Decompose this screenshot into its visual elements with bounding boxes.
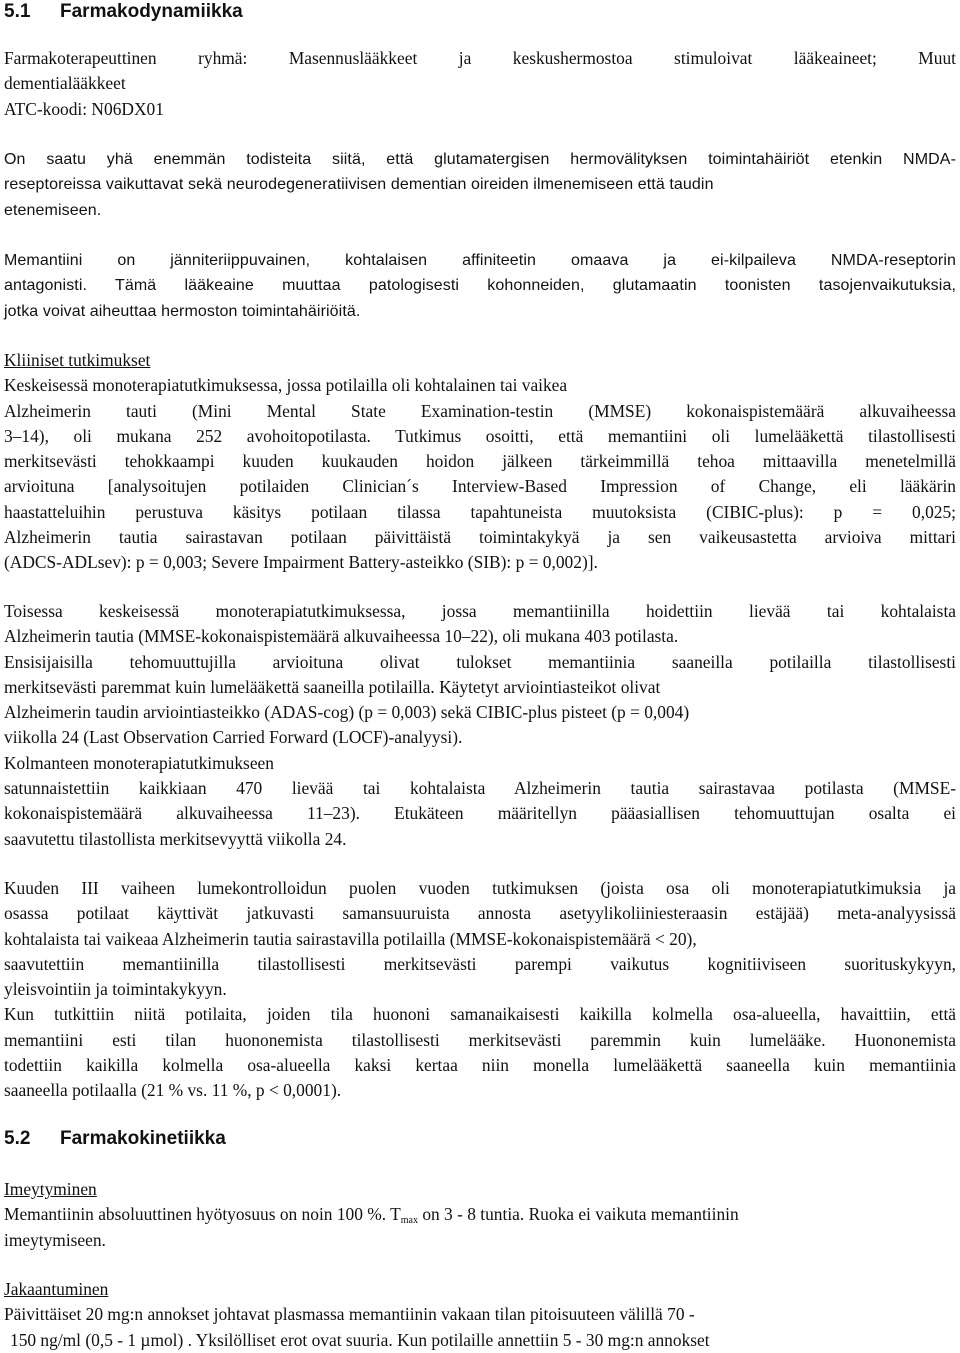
text-line: 3–14), oli mukana 252 avohoitopotilasta. Tutkimus osoitti, että memantiini oli lumelääkettä tilastollisesti — [4, 425, 956, 446]
text-line: On saatu yhä enemmän todisteita siitä, että glutamatergisen hermovälityksen toimintahäiriöt etenkin NMDA- — [4, 151, 956, 168]
text-line: viikolla 24 (Last Observation Carried Forward (LOCF)-analyysi). — [4, 727, 463, 748]
text-line: memantiini esti tilan huononemista tilastollisesti merkitsevästi paremmin kuin lumelääke. Huononemista — [4, 1029, 956, 1050]
section-title: Farmakodynamiikka — [60, 1, 243, 22]
text-line: merkitsevästi tehokkaampi kuuden kuukauden hoidon jälkeen tärkeimmillä tehoa mittaavilla menetelmillä — [4, 451, 956, 472]
distribution-heading: Jakaantuminen — [4, 1279, 109, 1299]
text-line: yleisvointiin ja toimintakykyyn. — [4, 979, 227, 1000]
pharmacotherapeutic-group-paragraph — [4, 46, 956, 122]
text-line: Ensisijaisilla tehomuuttujilla arvioituna olivat tulokset memantiinia saaneilla potilailla tilastollisesti — [4, 651, 956, 672]
section-heading-5-1 — [4, 0, 243, 24]
clinical-studies-block — [4, 348, 956, 576]
text-line: Farmakoterapeuttinen ryhmä: Masennuslääkkeet ja keskushermostoa stimuloivat lääkeaineet; Muut — [4, 48, 956, 68]
text-line: todettiin kaikilla kolmella osa-alueella kaksi kertaa niin monella lumelääkettä saaneella kuin memantiinia — [4, 1055, 956, 1076]
section-number: 5.2 — [4, 1128, 31, 1149]
text-line: reseptoreissa vaikuttavat sekä neurodegeneratiivisen dementian oireiden ilmenemiseen että taudin — [4, 176, 714, 194]
absorption-heading: Imeytyminen — [4, 1179, 97, 1199]
text-line: haastatteluihin perustuva käsitys potilaan tilassa tapahtuneista muutoksista (CIBIC-plus): p = 0,025; — [4, 501, 956, 522]
tmax-subscript: max — [400, 1215, 418, 1227]
section-title: Farmakokinetiikka — [60, 1128, 226, 1149]
second-study-paragraph — [4, 599, 956, 852]
text-line: dementialääkkeet — [4, 73, 126, 94]
text-line: Alzheimerin tautia sairastavan potilaan päivittäistä toimintakykyä ja sen vaikeusastetta arvioiva mittari — [4, 527, 956, 548]
text-line: Keskeisessä monoterapiatutkimuksessa, jossa potilailla oli kohtalainen tai vaikea — [4, 375, 568, 396]
meta-analysis-paragraph — [4, 876, 956, 1104]
text-line: satunnaistettiin kaikkiaan 470 lievää tai kohtalaista Alzheimerin tautia sairastavaa potilasta (MMSE- — [4, 778, 956, 799]
text-line — [4, 1202, 956, 1227]
text-line: Alzheimerin tauti (Mini Mental State Examination-testin (MMSE) kokonaispistemäärä alkuvaiheessa — [4, 400, 956, 421]
clinical-studies-heading: Kliiniset tutkimukset — [4, 350, 151, 370]
text-line: saavutettiin memantiinilla tilastollisesti merkitsevästi parempi vaikutus kognitiiviseen suorituskykyyn, — [4, 953, 956, 974]
mechanism-paragraph — [4, 147, 956, 223]
text-line: jotka voivat aiheuttaa hermoston toimintahäiriöitä. — [4, 302, 361, 320]
distribution-block — [4, 1277, 956, 1353]
text-line: Kuuden III vaiheen lumekontrolloidun puolen vuoden tutkimuksen (joista osa oli monoterapiatutkimuksia ja — [4, 878, 956, 898]
text-line: (ADCS-ADLsev): p = 0,003; Severe Impairment Battery-asteikko (SIB): p = 0,002)]. — [4, 552, 598, 573]
text-line: Memantiini on jänniteriippuvainen, kohtalaisen affiniteetin omaava ja ei-kilpaileva NMDA-reseptorin — [4, 252, 956, 269]
text-line: Alzheimerin tautia (MMSE-kokonaispistemäärä alkuvaiheessa 10–22), oli mukana 403 potilasta. — [4, 626, 679, 647]
section-heading-5-2 — [4, 1127, 226, 1151]
text-line: saaneella potilaalla (21 % vs. 11 %, p < 0,0001). — [4, 1080, 342, 1101]
text-line: kokonaispistemäärä alkuvaiheessa 11–23). Etukäteen määritellyn pääasiallisen tehomuuttujan osalta ei — [4, 803, 956, 824]
text-line: Alzheimerin taudin arviointiasteikko (ADAS-cog) (p = 0,003) sekä CIBIC-plus pisteet (p = 0,004) — [4, 702, 690, 723]
text-line: antagonisti. Tämä lääkeaine muuttaa patologisesti kohonneiden, glutamaatin toonisten tasojenvaikutuksia, — [4, 277, 956, 295]
text-line: etenemiseen. — [4, 201, 102, 219]
text-line: Päivittäiset 20 mg:n annokset johtavat plasmassa memantiinin vakaan tilan pitoisuuteen välillä 70 - — [4, 1304, 695, 1325]
text-line: Kolmanteen monoterapiatutkimukseen — [4, 752, 274, 773]
text-line: ATC-koodi: N06DX01 — [4, 98, 164, 119]
text-line: arvioituna [analysoitujen potilaiden Clinician´s Interview-Based Impression of Change, eli lääkärin — [4, 476, 956, 497]
section-number: 5.1 — [4, 1, 31, 22]
text-run: on 3 - 8 tuntia. Ruoka ei vaikuta memantiinin — [417, 1204, 739, 1225]
absorption-block — [4, 1177, 956, 1253]
text-line: Toisessa keskeisessä monoterapiatutkimuksessa, jossa memantiinilla hoidettiin lievää tai kohtalaista — [4, 601, 956, 621]
text-run: Memantiinin absoluuttinen hyötyosuus on noin 100 %. T — [4, 1204, 401, 1225]
text-line: osassa potilaat käyttivät jatkuvasti samansuuruista annosta asetyylikoliiniesteraasin estäjää) meta-analyysissä — [4, 903, 956, 924]
text-line: Kun tutkittiin niitä potilaita, joiden tila huononi samanaikaisesti kaikilla kolmella osa-alueella, havaittiin, että — [4, 1004, 956, 1025]
text-line: imeytymiseen. — [4, 1229, 106, 1250]
antagonist-paragraph — [4, 248, 956, 324]
text-line: saavutettu tilastollista merkitsevyyttä viikolla 24. — [4, 828, 347, 849]
text-line: kohtalaista tai vaikeaa Alzheimerin tautia sairastavilla potilailla (MMSE-kokonaispistemäärä < 20), — [4, 928, 697, 949]
text-line: merkitsevästi paremmat kuin lumelääkettä saaneilla potilailla. Käytetyt arviointiasteikot olivat — [4, 676, 661, 697]
text-line: 150 ng/ml (0,5 - 1 µmol) . Yksilölliset erot ovat suuria. Kun potilaille annettiin 5 - 30 mg:n annokset — [10, 1329, 710, 1350]
